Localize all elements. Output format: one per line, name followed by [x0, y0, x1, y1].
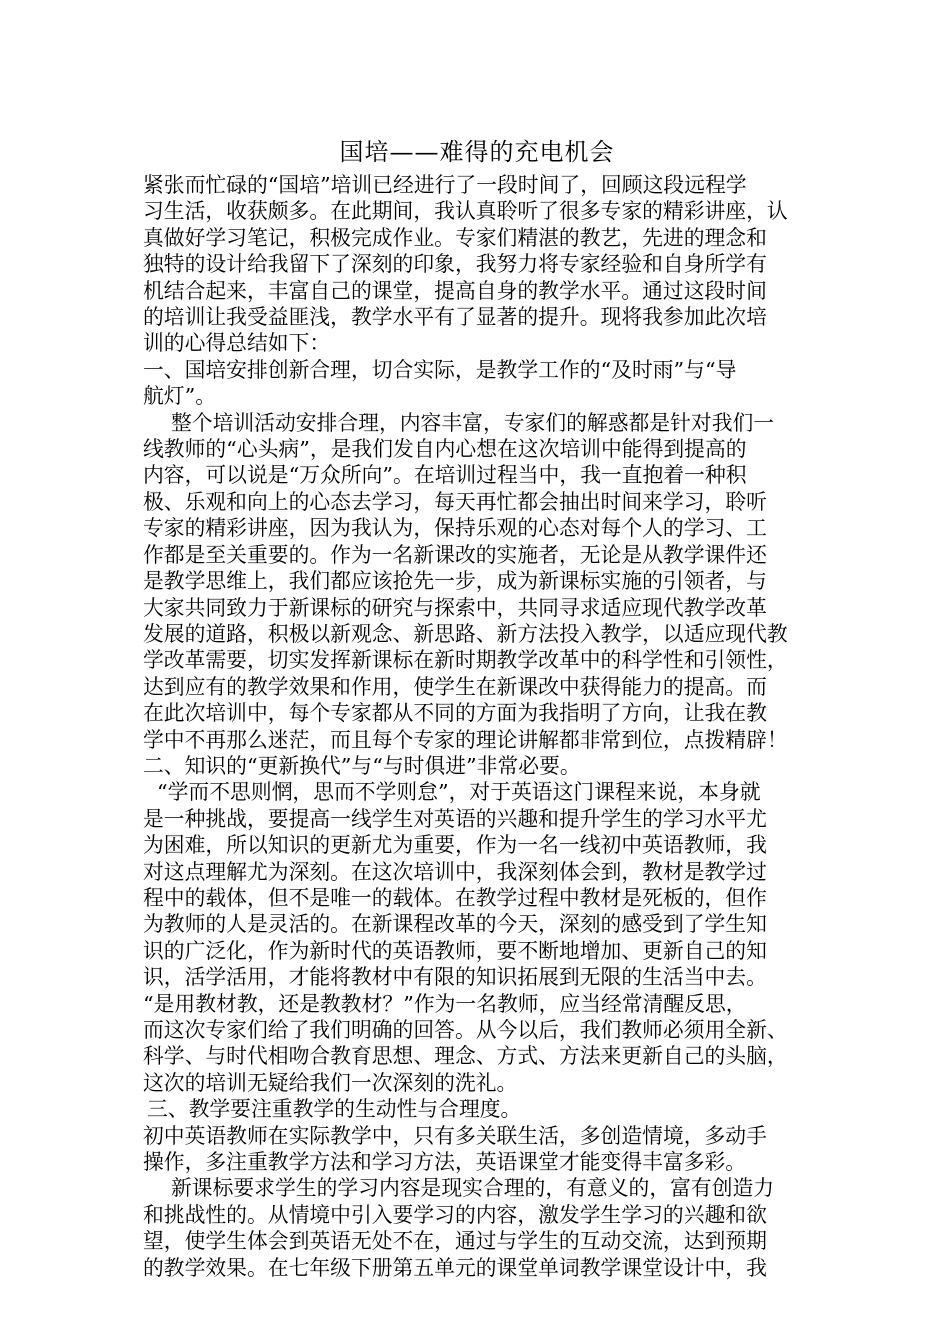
text-line: 三、教学要注重教学的生动性与合理度。	[147, 1097, 522, 1122]
text-line: 大家共同致力于新课标的研究与探索中，共同寻求适应现代教学改革	[143, 595, 767, 620]
text-line: 达到应有的教学效果和作用，使学生在新课改中获得能力的提高。而	[143, 674, 767, 699]
text-line: 新课标要求学生的学习内容是现实合理的，有意义的，富有创造力	[171, 1176, 775, 1201]
paragraph	[143, 1123, 811, 1176]
paragraph	[143, 172, 811, 357]
text-line: 训的心得总结如下：	[143, 331, 331, 356]
document-title: 国培——难得的充电机会	[339, 138, 615, 166]
text-line: 学中不再那么迷茫，而且每个专家的理论讲解都非常到位，点拨精辟！	[143, 727, 788, 752]
text-line: “学而不思则惘，思而不学则怠”，对于英语这门课程来说，本身就	[157, 780, 761, 805]
text-line: 整个培训活动安排合理，内容丰富，专家们的解惑都是针对我们一	[171, 410, 775, 435]
text-line: 是一种挑战，要提高一线学生对英语的兴趣和提升学生的学习水平尤	[143, 806, 767, 831]
text-line: 二、知识的“更新换代”与“与时俱进”非常必要。	[143, 753, 581, 778]
text-line: 对这点理解尤为深刻。在这次培训中，我深刻体会到，教材是教学过	[143, 859, 767, 884]
text-line: 科学、与时代相吻合教育思想、理念、方式、方法来更新自己的头脑，	[143, 1044, 788, 1069]
text-line: 作都是至关重要的。作为一名新课改的实施者，无论是从教学课件还	[143, 542, 767, 567]
text-line: 发展的道路，积极以新观念、新思路、新方法投入教学，以适应现代教	[143, 621, 788, 646]
paragraph	[143, 753, 811, 779]
text-line: 识，活学活用，才能将教材中有限的知识拓展到无限的生活当中去。	[143, 965, 767, 990]
text-line: 程中的载体，但不是唯一的载体。在教学过程中教材是死板的，但作	[143, 885, 767, 910]
text-line: 识的广泛化，作为新时代的英语教师，要不断地增加、更新自己的知	[143, 938, 767, 963]
text-line: 初中英语教师在实际教学中，只有多关联生活，多创造情境，多动手	[143, 1123, 767, 1148]
text-line: 内容，可以说是“万众所向”。在培训过程当中，我一直抱着一种积	[143, 463, 747, 488]
text-line: 紧张而忙碌的“国培”培训已经进行了一段时间了，回顾这段远程学	[143, 173, 747, 197]
paragraph	[143, 779, 811, 1096]
text-line: 习生活，收获颇多。在此期间，我认真聆听了很多专家的精彩讲座，认	[143, 199, 788, 224]
text-line: 是教学思维上，我们都应该抢先一步，成为新课标实施的引领者，与	[143, 569, 767, 594]
text-line: 机结合起来，丰富自己的课堂，提高自身的教学水平。通过这段时间	[143, 278, 767, 303]
text-line: 线教师的“心头病”，是我们发自内心想在这次培训中能得到提高的	[143, 437, 747, 462]
paragraph	[143, 1096, 811, 1122]
paragraph	[143, 1175, 811, 1281]
text-line: 专家的精彩讲座，因为我认为，保持乐观的心态对每个人的学习、工	[143, 516, 767, 541]
text-line: 为困难，所以知识的更新尤为重要，作为一名一线初中英语教师，我	[143, 833, 767, 858]
paragraph	[143, 357, 811, 410]
document-page	[143, 132, 811, 1281]
text-line: 独特的设计给我留下了深刻的印象，我努力将专家经验和自身所学有	[143, 252, 767, 277]
text-line: 这次的培训无疑给我们一次深刻的洗礼。	[143, 1070, 518, 1095]
text-line: “是用教材教，还是教教材？”作为一名教师，应当经常清醒反思，	[143, 991, 747, 1016]
text-line: 极、乐观和向上的心态去学习，每天再忙都会抽出时间来学习，聆听	[143, 489, 767, 514]
document-body	[143, 172, 811, 1281]
text-line: 真做好学习笔记，积极完成作业。专家们精湛的教艺，先进的理念和	[143, 225, 767, 250]
text-line: 望，使学生体会到英语无处不在，通过与学生的互动交流，达到预期	[143, 1229, 767, 1254]
text-line: 在此次培训中，每个专家都从不同的方面为我指明了方向，让我在教	[143, 701, 767, 726]
text-line: 和挑战性的。从情境中引入要学习的内容，激发学生学习的兴趣和欲	[143, 1202, 767, 1227]
text-line: 的培训让我受益匪浅，教学水平有了显著的提升。现将我参加此次培	[143, 305, 767, 330]
text-line: 的教学效果。在七年级下册第五单元的课堂单词教学课堂设计中，我	[143, 1255, 767, 1280]
text-line: 而这次专家们给了我们明确的回答。从今以后，我们教师必须用全新、	[143, 1018, 788, 1042]
text-line: 一、国培安排创新合理，切合实际，是教学工作的“及时雨”与“导	[143, 357, 737, 382]
text-line: 学改革需要，切实发挥新课标在新时期教学改革中的科学性和引领性，	[143, 648, 788, 673]
paragraph	[143, 410, 811, 753]
text-line: 航灯”。	[143, 384, 217, 409]
text-line: 操作，多注重教学方法和学习方法，英语课堂才能变得丰富多彩。	[143, 1150, 747, 1175]
text-line: 为教师的人是灵活的。在新课程改革的今天，深刻的感受到了学生知	[143, 912, 767, 937]
